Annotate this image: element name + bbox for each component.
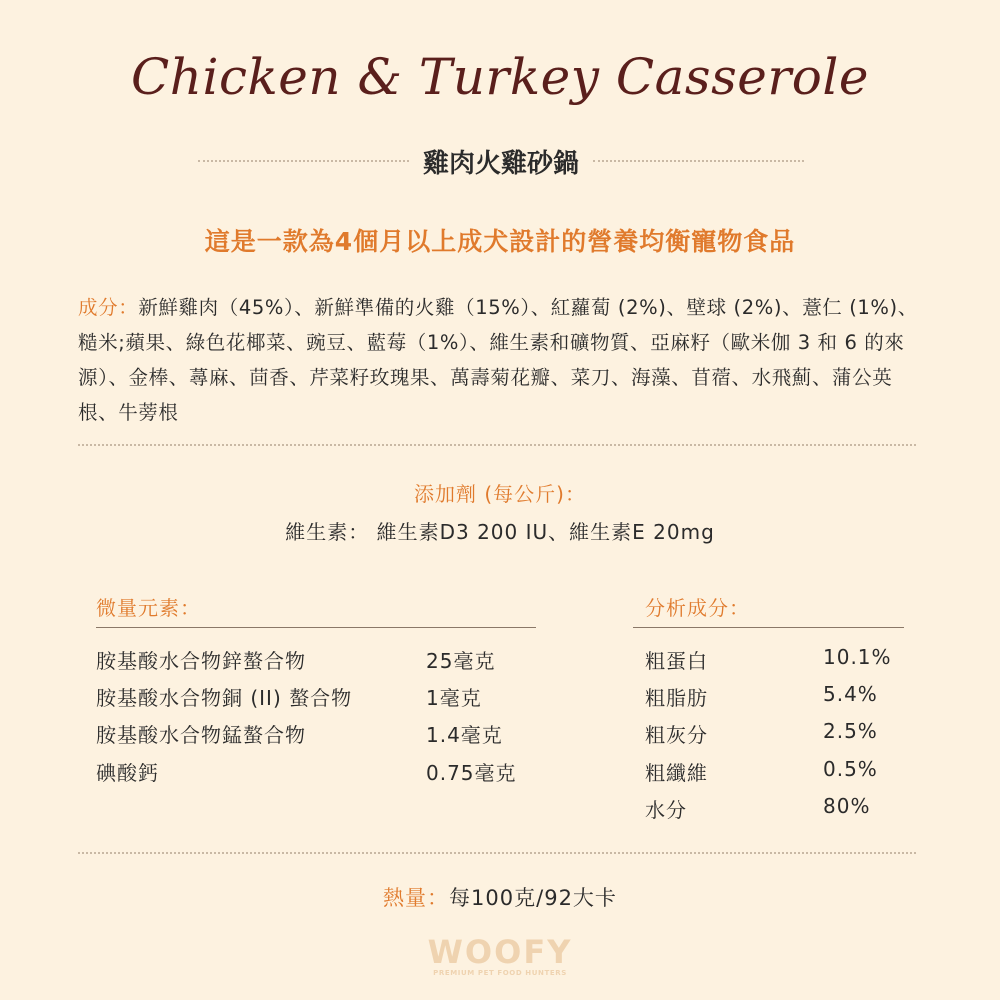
ingredients-text: 新鮮雞肉（45%）、新鮮準備的火雞（15%）、紅蘿蔔 (2%)、壁球 (2%)、薏仁 (1%)、糙米;蘋果、綠色花椰菜、豌豆、藍莓（1%）、維生素和礦物質、亞麻籽（歐米伽 3 和 6 的來源）、金棒、蕁麻、茴香、芹菜籽玫瑰果、萬壽菊花瓣、菜刀、海藻、苜蓿、水飛薊、蒲公英根、牛蒡根 xyxy=(78,296,918,424)
trace-row-value: 25毫克 xyxy=(426,649,496,673)
energy-value: 每100克/92大卡 xyxy=(449,886,617,910)
trace-row-name: 碘酸鈣 xyxy=(96,761,159,785)
brand-logo-tagline: PREMIUM PET FOOD HUNTERS xyxy=(433,969,567,977)
energy-label: 熱量： xyxy=(383,886,450,910)
trace-row-value: 1.4毫克 xyxy=(426,723,503,747)
analysis-row-value: 2.5% xyxy=(823,719,878,743)
product-tagline: 這是一款為4個月以上成犬設計的營養均衡寵物食品 xyxy=(204,227,796,256)
subtitle-divider-left xyxy=(198,160,409,162)
analysis-rule xyxy=(633,627,904,628)
subtitle-divider-right xyxy=(593,160,804,162)
brand-logo-word: WOOFY xyxy=(427,933,573,971)
trace-row-name: 胺基酸水合物錳螯合物 xyxy=(96,723,306,747)
additives-label: 添加劑 (每公斤)： xyxy=(414,482,586,506)
product-subtitle: 雞肉火雞砂鍋 xyxy=(423,148,580,179)
analysis-label: 分析成分： xyxy=(645,596,750,620)
footer-divider xyxy=(78,852,916,854)
analysis-row-value: 80% xyxy=(823,794,871,818)
trace-elements-rule xyxy=(96,627,536,628)
brand-logo xyxy=(400,935,600,977)
product-title: Chicken & Turkey Casserole xyxy=(131,48,869,106)
ingredients-paragraph xyxy=(78,290,924,430)
analysis-row-value: 10.1% xyxy=(823,645,892,669)
analysis-row-name: 粗脂肪 xyxy=(645,686,708,710)
subtitle-row xyxy=(198,140,804,182)
analysis-row-value: 5.4% xyxy=(823,682,878,706)
trace-row-value: 0.75毫克 xyxy=(426,761,517,785)
analysis-row-value: 0.5% xyxy=(823,757,878,781)
trace-row-name: 胺基酸水合物鋅螯合物 xyxy=(96,649,306,673)
section-divider xyxy=(78,444,916,446)
ingredients-label: 成分： xyxy=(78,296,139,319)
trace-row-value: 1毫克 xyxy=(426,686,482,710)
analysis-row-name: 粗纖維 xyxy=(645,761,708,785)
analysis-row-name: 水分 xyxy=(645,798,687,822)
trace-row-name: 胺基酸水合物銅 (II) 螯合物 xyxy=(96,686,353,710)
additives-line: 維生素： 維生素D3 200 IU、維生素E 20mg xyxy=(285,520,715,544)
trace-elements-label: 微量元素： xyxy=(96,596,201,620)
analysis-row-name: 粗蛋白 xyxy=(645,649,708,673)
analysis-row-name: 粗灰分 xyxy=(645,723,708,747)
energy-line xyxy=(0,882,1000,912)
